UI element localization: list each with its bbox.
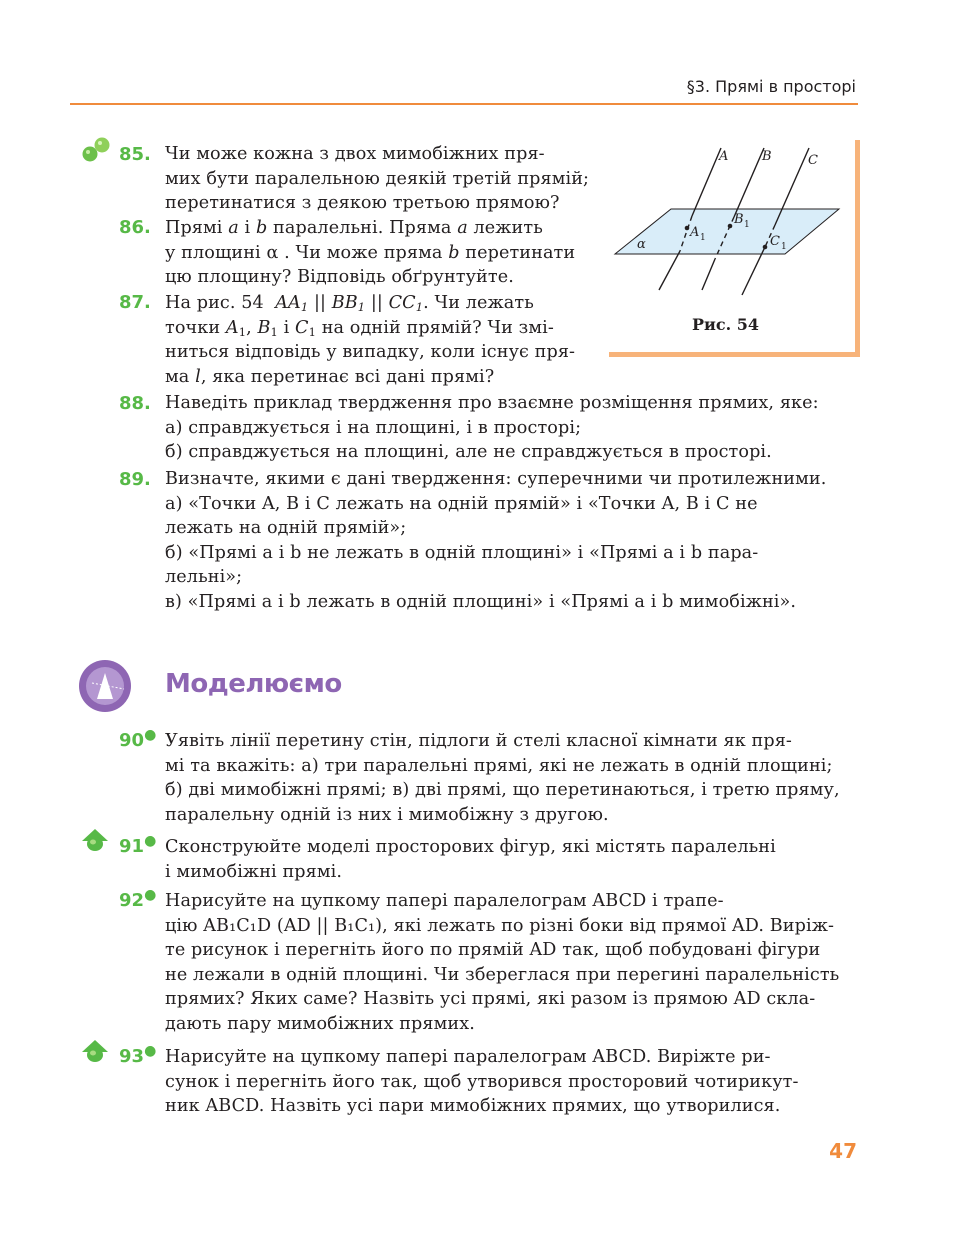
problem-93-number: 93● bbox=[119, 1043, 157, 1067]
line-b-upper bbox=[734, 148, 764, 217]
problem-89-number: 89. bbox=[119, 469, 151, 490]
problem-86-line-3: цю площину? Відповідь обґрунтуйте. bbox=[165, 267, 514, 288]
problem-89-line-4: б) «Прямі a і b не лежать в одній площині» і «Прямі a і b пара- bbox=[165, 542, 759, 563]
problem-85-line-1: Чи може кожна з двох мимобіжних пря- bbox=[165, 144, 545, 164]
problem-85-line-3: перетинатися з деякою третьою прямою? bbox=[165, 193, 560, 214]
label-c: C bbox=[808, 153, 818, 168]
line-a-upper bbox=[692, 148, 721, 216]
problem-86-text bbox=[165, 216, 576, 290]
section-title: Моделюємо bbox=[165, 669, 342, 699]
problem-87-number: 87. bbox=[119, 292, 151, 313]
problem-91-line-2: і мимобіжні прямі. bbox=[165, 861, 343, 882]
problem-86-line-2: у площині α . Чи може пряма b перетинати bbox=[165, 242, 576, 263]
problem-87-line-3: ниться відповідь у випадку, коли існує пря- bbox=[165, 342, 576, 363]
problem-90-line-3: б) дві мимобіжні прямі; в) дві прямі, що перетинаються, і третю пряму, bbox=[165, 780, 840, 801]
header-rule bbox=[70, 103, 858, 105]
running-header: §3. Прямі в просторі bbox=[686, 77, 856, 96]
problem-87-text bbox=[165, 291, 576, 389]
problem-92-text bbox=[165, 889, 850, 1037]
figure-54-caption: Рис. 54 bbox=[692, 315, 760, 334]
label-b1-sub: 1 bbox=[744, 220, 750, 230]
label-a1: A bbox=[690, 225, 700, 240]
plane-alpha bbox=[615, 209, 839, 254]
difficulty-two-dots-icon bbox=[80, 135, 112, 165]
label-b1: B bbox=[734, 212, 744, 227]
problem-88-line-2: а) справджується і на площині, і в просторі; bbox=[165, 417, 582, 438]
label-alpha: α bbox=[637, 237, 646, 252]
problem-90-line-2: мі та вкажіть: а) три паралельні прямі, які не лежать в одній площині; bbox=[165, 755, 833, 776]
problem-93-line-1: Нарисуйте на цупкому папері паралелограм ABCD. Виріжте ри- bbox=[165, 1047, 771, 1067]
problem-90-text bbox=[165, 729, 850, 827]
problem-90-line-1: Уявіть лінії перетину стін, підлоги й стелі класної кімнати як пря- bbox=[165, 731, 792, 751]
problem-90-number: 90● bbox=[119, 727, 157, 751]
home-task-icon bbox=[80, 827, 110, 853]
problem-89-line-2: а) «Точки A, B і C лежать на одній прямій» і «Точки A, B і C не bbox=[165, 493, 758, 514]
problem-92-line-2: цію AB₁C₁D (AD || B₁C₁), які лежать по різні боки від прямої AD. Виріж- bbox=[165, 915, 835, 936]
problem-89-line-3: лежать на одній прямій»; bbox=[165, 518, 407, 539]
problem-93-text bbox=[165, 1045, 850, 1119]
problem-91-text bbox=[165, 835, 850, 884]
problem-88-line-3: б) справджується на площині, але не справджується в просторі. bbox=[165, 442, 772, 463]
problem-93-line-2: сунок і перегніть його так, щоб утворився просторовий чотирикут- bbox=[165, 1071, 799, 1092]
problem-91-line-1: Сконструюйте моделі просторових фігур, які містять паралельні bbox=[165, 837, 776, 857]
problem-89-line-6: в) «Прямі a і b лежать в одній площині» і «Прямі a і b мимобіжні». bbox=[165, 591, 797, 612]
problem-85-number: 85. bbox=[119, 144, 151, 165]
label-c1: C bbox=[770, 234, 780, 249]
problem-87-line-1: На рис. 54 $AA_1$ || $BB_1$ || $CC_1$. Чи лежать bbox=[165, 293, 534, 314]
problem-89-text bbox=[165, 467, 850, 615]
point-c1 bbox=[763, 245, 768, 250]
label-a1-sub: 1 bbox=[700, 233, 706, 243]
line-b-lower bbox=[702, 259, 715, 290]
problem-92-line-4: не лежали в одній площині. Чи збереглася при перегині паралельність bbox=[165, 964, 840, 985]
problem-85-text bbox=[165, 142, 590, 216]
problem-93-line-3: ник ABCD. Назвіть усі пари мимобіжних прямих, що утворилися. bbox=[165, 1096, 781, 1117]
problem-90-line-4: паралельну одній із них і мимобіжну з другою. bbox=[165, 804, 609, 825]
modeling-section-icon bbox=[78, 659, 132, 713]
problem-87-line-4: ма l, яка перетинає всі дані прямі? bbox=[165, 366, 495, 387]
problem-92-line-3: те рисунок і перегніть його по прямій AD так, щоб побудовані фігури bbox=[165, 940, 821, 961]
problem-92-line-5: прямих? Яких саме? Назвіть усі прямі, які разом із прямою AD скла- bbox=[165, 989, 816, 1010]
label-c1-sub: 1 bbox=[781, 242, 787, 252]
problem-91-number: 91● bbox=[119, 833, 157, 857]
problem-85-line-2: мих бути паралельною деякій третій прямій; bbox=[165, 168, 590, 189]
line-a-lower bbox=[659, 251, 680, 290]
problem-86-number: 86. bbox=[119, 217, 151, 238]
label-b: B bbox=[762, 149, 772, 164]
problem-88-line-1: Наведіть приклад твердження про взаємне розміщення прямих, яке: bbox=[165, 393, 819, 413]
problem-88-number: 88. bbox=[119, 393, 151, 414]
problem-88-text bbox=[165, 391, 850, 465]
problem-92-line-1: Нарисуйте на цупкому папері паралелограм ABCD і трапе- bbox=[165, 891, 724, 911]
problem-89-line-1: Визначте, якими є дані твердження: суперечними чи протилежними. bbox=[165, 469, 827, 489]
problem-92-number: 92● bbox=[119, 887, 157, 911]
figure-54-diagram bbox=[609, 140, 855, 310]
point-a1 bbox=[685, 226, 690, 231]
page-number: 47 bbox=[829, 1139, 857, 1163]
label-a: A bbox=[719, 149, 729, 164]
point-b1 bbox=[728, 224, 733, 229]
problem-92-line-6: дають пару мимобіжних прямих. bbox=[165, 1013, 475, 1034]
problem-87-line-2: точки $A_1$, $B_1$ і $C_1$ на одній прямій? Чи змі- bbox=[165, 317, 554, 339]
home-task-icon bbox=[80, 1038, 110, 1064]
problem-86-line-1: Прямі a і b паралельні. Пряма a лежить bbox=[165, 218, 543, 238]
problem-89-line-5: лельні»; bbox=[165, 567, 243, 588]
